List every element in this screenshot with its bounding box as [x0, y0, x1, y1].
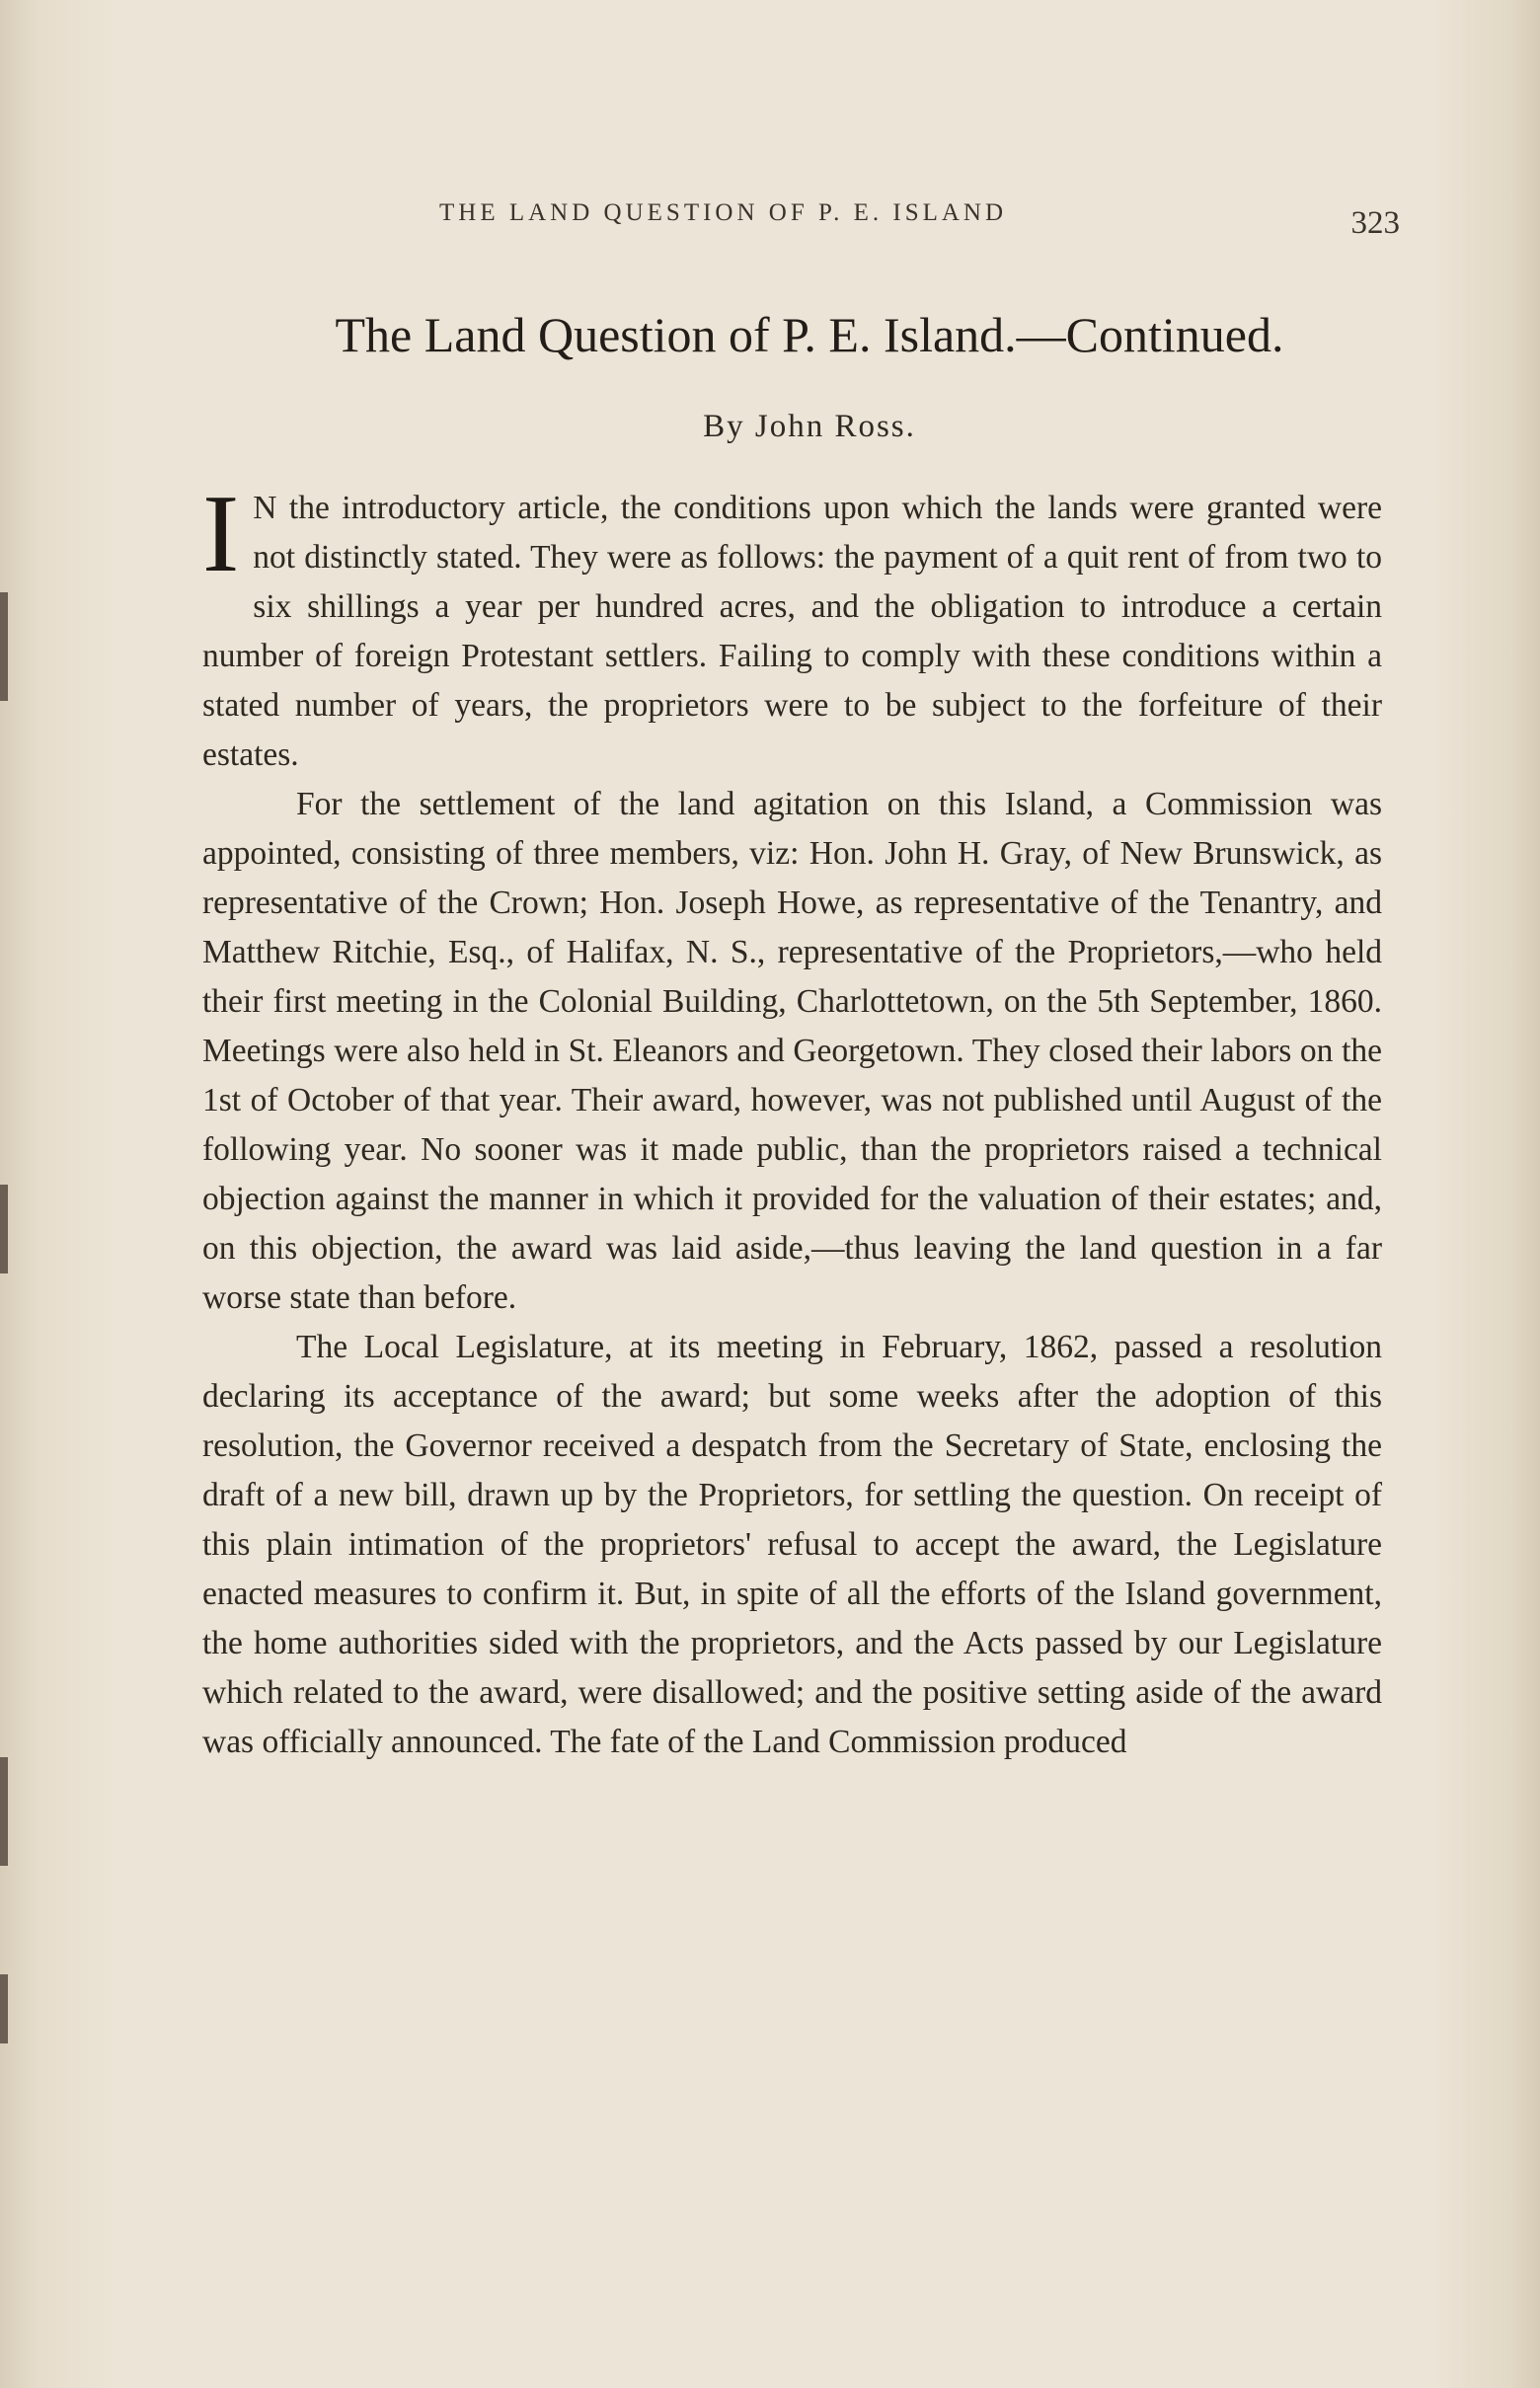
page-number: 323: [1350, 205, 1400, 241]
paragraph-1-text: N the introductory article, the conditions upon which the lands were granted were not distinctly stated. They were as follows: the payment of a quit rent of from two to six shillings a year per hundred acres, and the obligation to introduce a certain number of foreign Protestant settlers. Failing to comply with these conditions within a stated number of years, the proprietors were to be subject to the forfeiture of their estates.: [202, 490, 1382, 773]
running-title: THE LAND QUESTION OF P. E. ISLAND: [439, 199, 1008, 226]
paragraph-2: For the settlement of the land agitation on this Island, a Commission was appointed, consisting of three members, viz: Hon. John H. Gray, of New Brunswick, as representative of the Crown; Hon. Joseph Howe, as representative of the Tenantry, and Matthew Ritchie, Esq., of Halifax, N. S., representative of the Proprietors,—who held their first meeting in the Colonial Building, Charlottetown, on the 5th September, 1860. Meetings were also held in St. Eleanors and Georgetown. They closed their labors on the 1st of October of that year. Their award, however, was not published until August of the following year. No sooner was it made public, than the proprietors raised a technical objection against the manner in which it provided for the valuation of their estates; and, on this objection, the award was laid aside,—thus leaving the land question in a far worse state than before.: [202, 786, 1382, 1316]
running-head: [197, 199, 1422, 239]
article-title: The Land Question of P. E. Island.—Continued.: [335, 307, 1284, 362]
binding-edge-mark: [0, 1974, 8, 2043]
paragraph-3: The Local Legislature, at its meeting in February, 1862, passed a resolution declaring its acceptance of the award; but some weeks after the adoption of this resolution, the Governor received a despatch from the Secretary of State, enclosing the draft of a new bill, drawn up by the Proprietors, for settling the question. On receipt of this plain intimation of the proprietors' refusal to accept the award, the Legislature enacted measures to confirm it. But, in spite of all the efforts of the Island government, the home authorities sided with the proprietors, and the Acts passed by our Legislature which related to the award, were disallowed; and the positive setting aside of the award was officially announced. The fate of the Land Commission produced: [202, 1329, 1382, 1760]
binding-edge-mark: [0, 1757, 8, 1866]
drop-cap: I: [202, 473, 240, 595]
binding-edge-mark: [0, 592, 8, 701]
paragraph-1: [202, 473, 1382, 780]
article-body: [202, 473, 1382, 1767]
binding-edge-mark: [0, 1185, 8, 1273]
byline: By John Ross.: [703, 409, 916, 444]
